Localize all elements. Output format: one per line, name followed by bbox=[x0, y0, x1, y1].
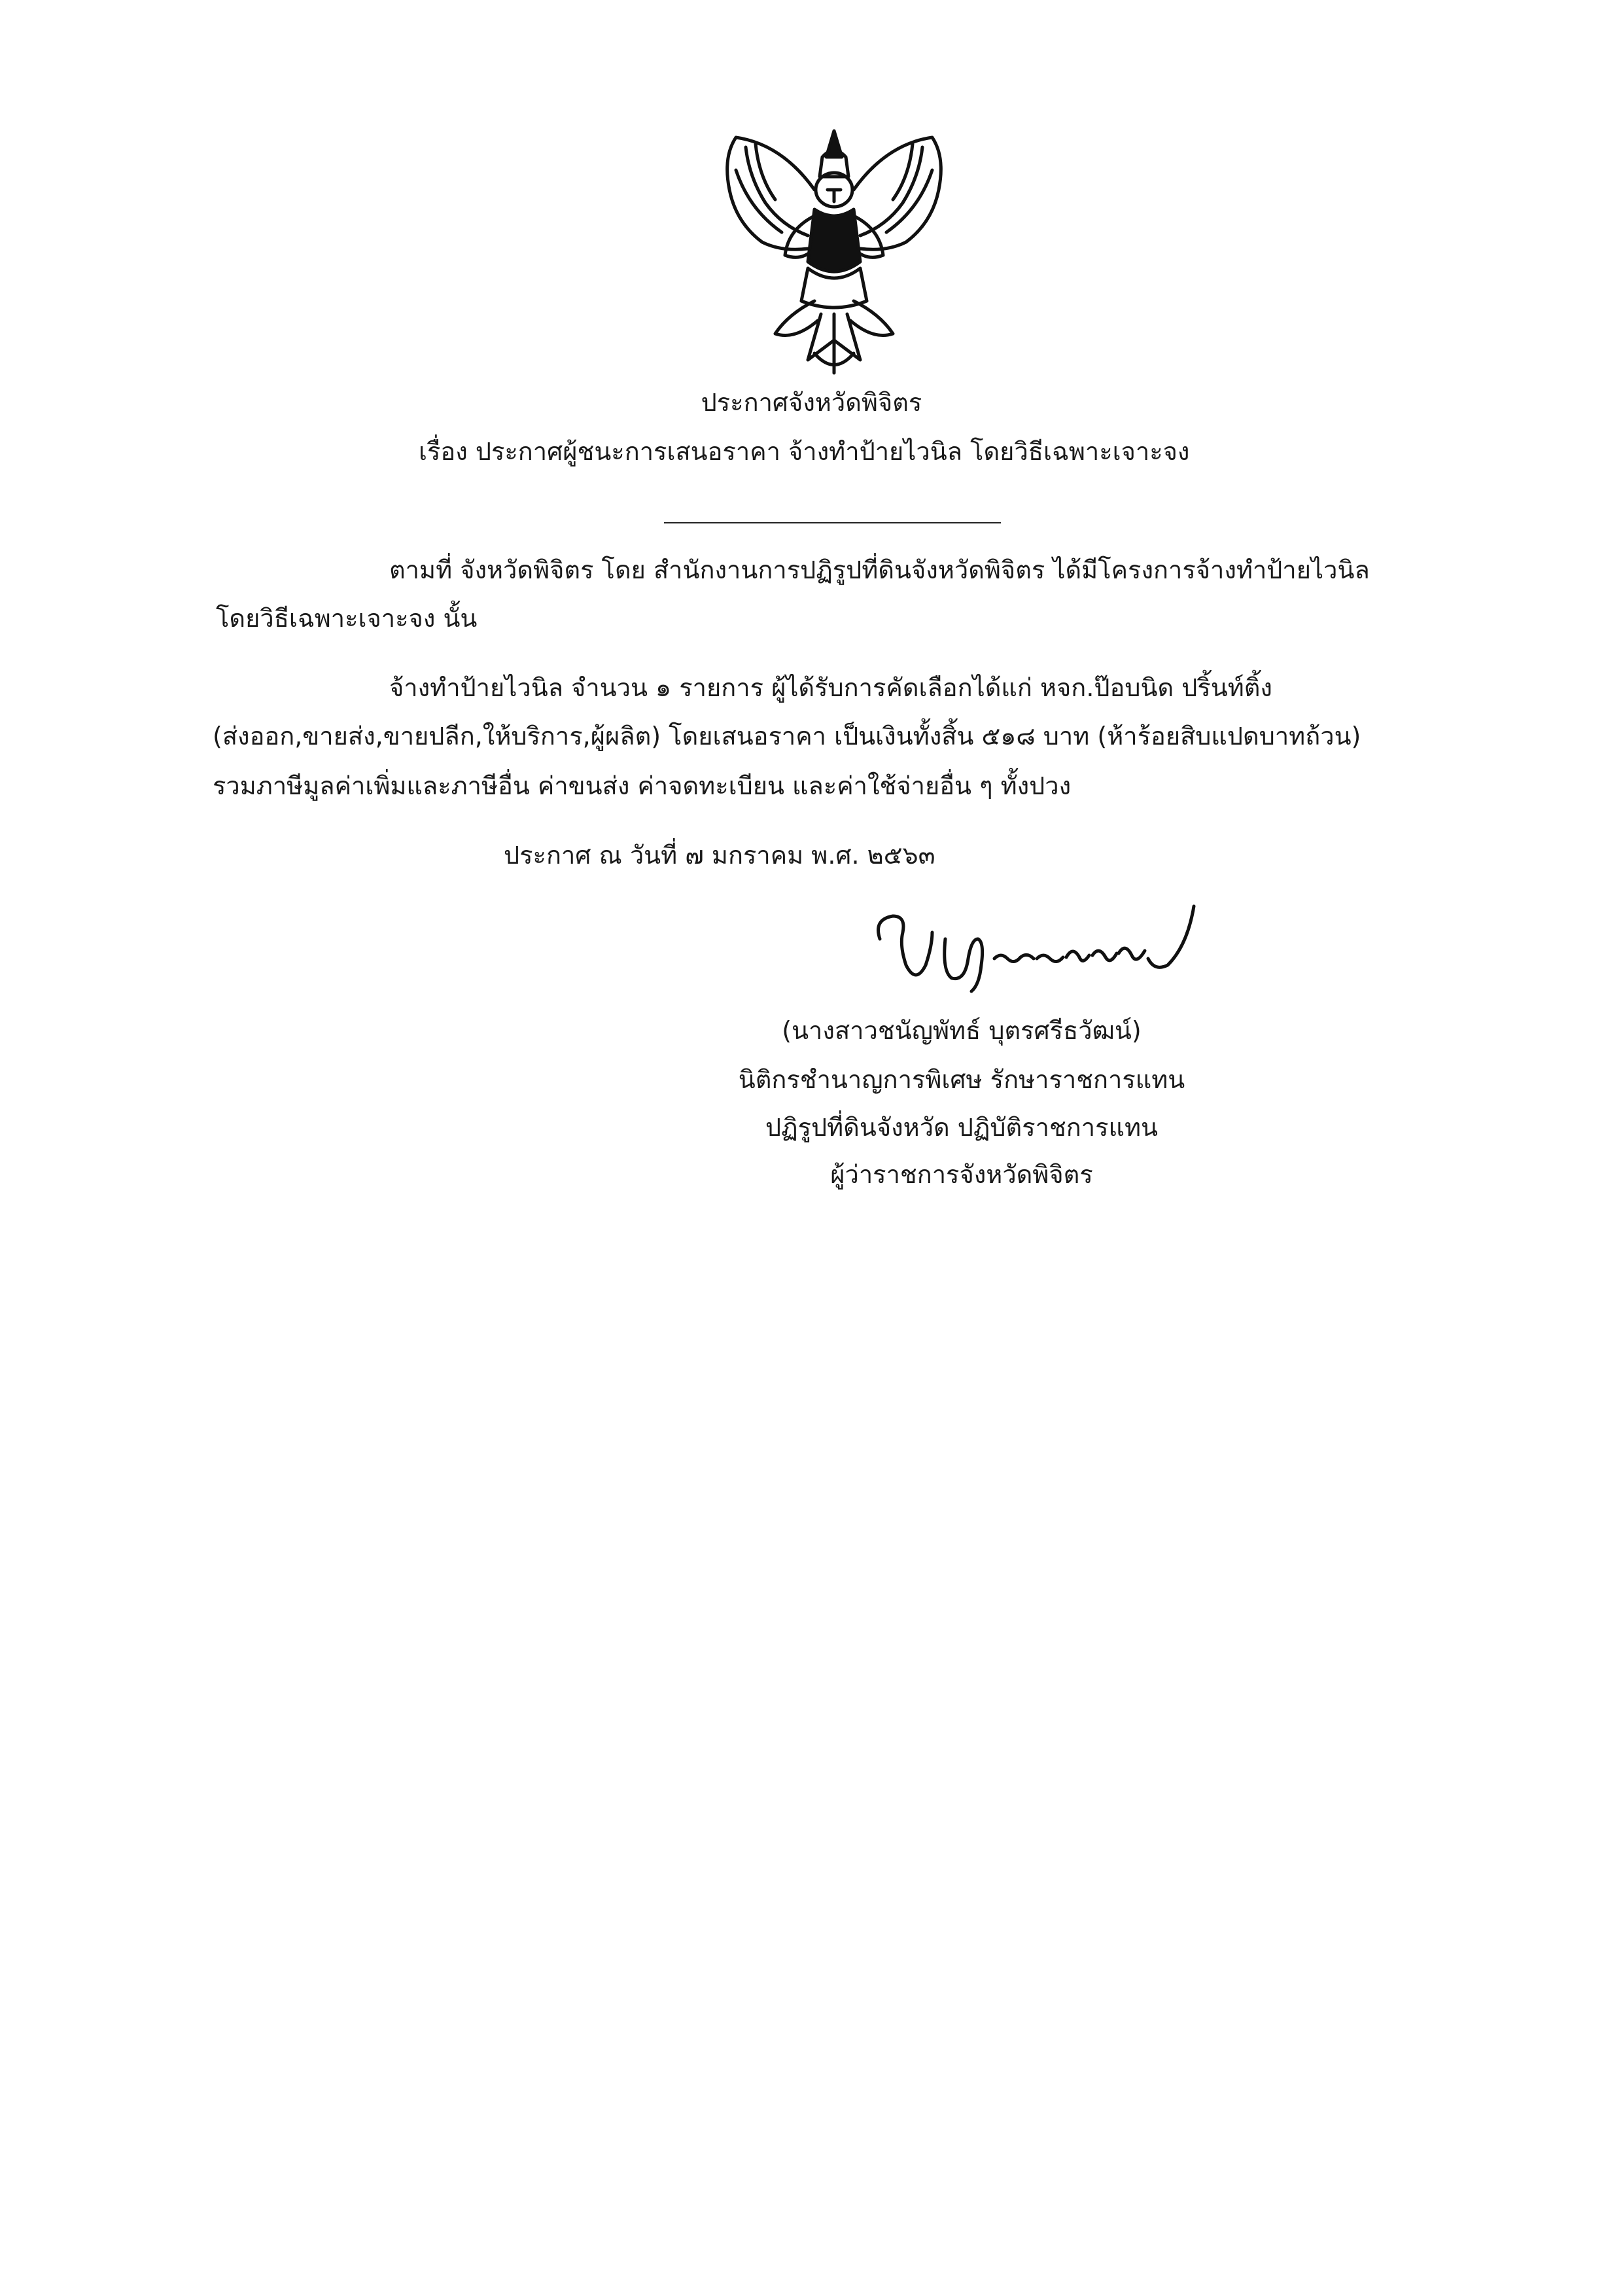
signatory-position-line3: ผู้ว่าราชการจังหวัดพิจิตร bbox=[830, 1160, 1093, 1189]
announcement-title: ประกาศจังหวัดพิจิตร bbox=[701, 388, 922, 417]
para2-line2: (ส่งออก,ขายส่ง,ขายปลีก,ให้บริการ,ผู้ผลิต) โดยเสนอราคา เป็นเงินทั้งสิ้น ๕๑๘ บาท (ห้าร้อยสิบแปดบาทถ้วน) bbox=[213, 722, 1361, 751]
signatory-position-line2: ปฏิรูปที่ดินจังหวัด ปฏิบัติราชการแทน bbox=[765, 1113, 1159, 1142]
handwritten-signature bbox=[867, 893, 1207, 1004]
signatory-name: (นางสาวชนัญพัทธ์ บุตรศรีธวัฒน์) bbox=[782, 1016, 1142, 1045]
announcement-subject: เรื่อง ประกาศผู้ชนะการเสนอราคา จ้างทำป้ายไวนิล โดยวิธีเฉพาะเจาะจง bbox=[419, 437, 1190, 466]
heading-divider bbox=[664, 522, 1001, 523]
para1-line2: โดยวิธีเฉพาะเจาะจง นั้น bbox=[216, 604, 478, 633]
para1-line1: ตามที่ จังหวัดพิจิตร โดย สำนักงานการปฏิรูปที่ดินจังหวัดพิจิตร ได้มีโครงการจ้างทำป้ายไวนิล bbox=[389, 556, 1370, 584]
garuda-emblem-icon bbox=[710, 118, 958, 380]
announcement-date: ประกาศ ณ วันที่ ๗ มกราคม พ.ศ. ๒๕๖๓ bbox=[504, 841, 935, 870]
para2-line1: จ้างทำป้ายไวนิล จำนวน ๑ รายการ ผู้ได้รับการคัดเลือกได้แก่ หจก.ป๊อบนิด ปริ้นท์ติ้ง bbox=[389, 673, 1272, 702]
signatory-position-line1: นิติกรชำนาญการพิเศษ รักษาราชการแทน bbox=[738, 1065, 1185, 1094]
para2-line3: รวมภาษีมูลค่าเพิ่มและภาษีอื่น ค่าขนส่ง ค่าจดทะเบียน และค่าใช้จ่ายอื่น ๆ ทั้งปวง bbox=[213, 771, 1072, 800]
